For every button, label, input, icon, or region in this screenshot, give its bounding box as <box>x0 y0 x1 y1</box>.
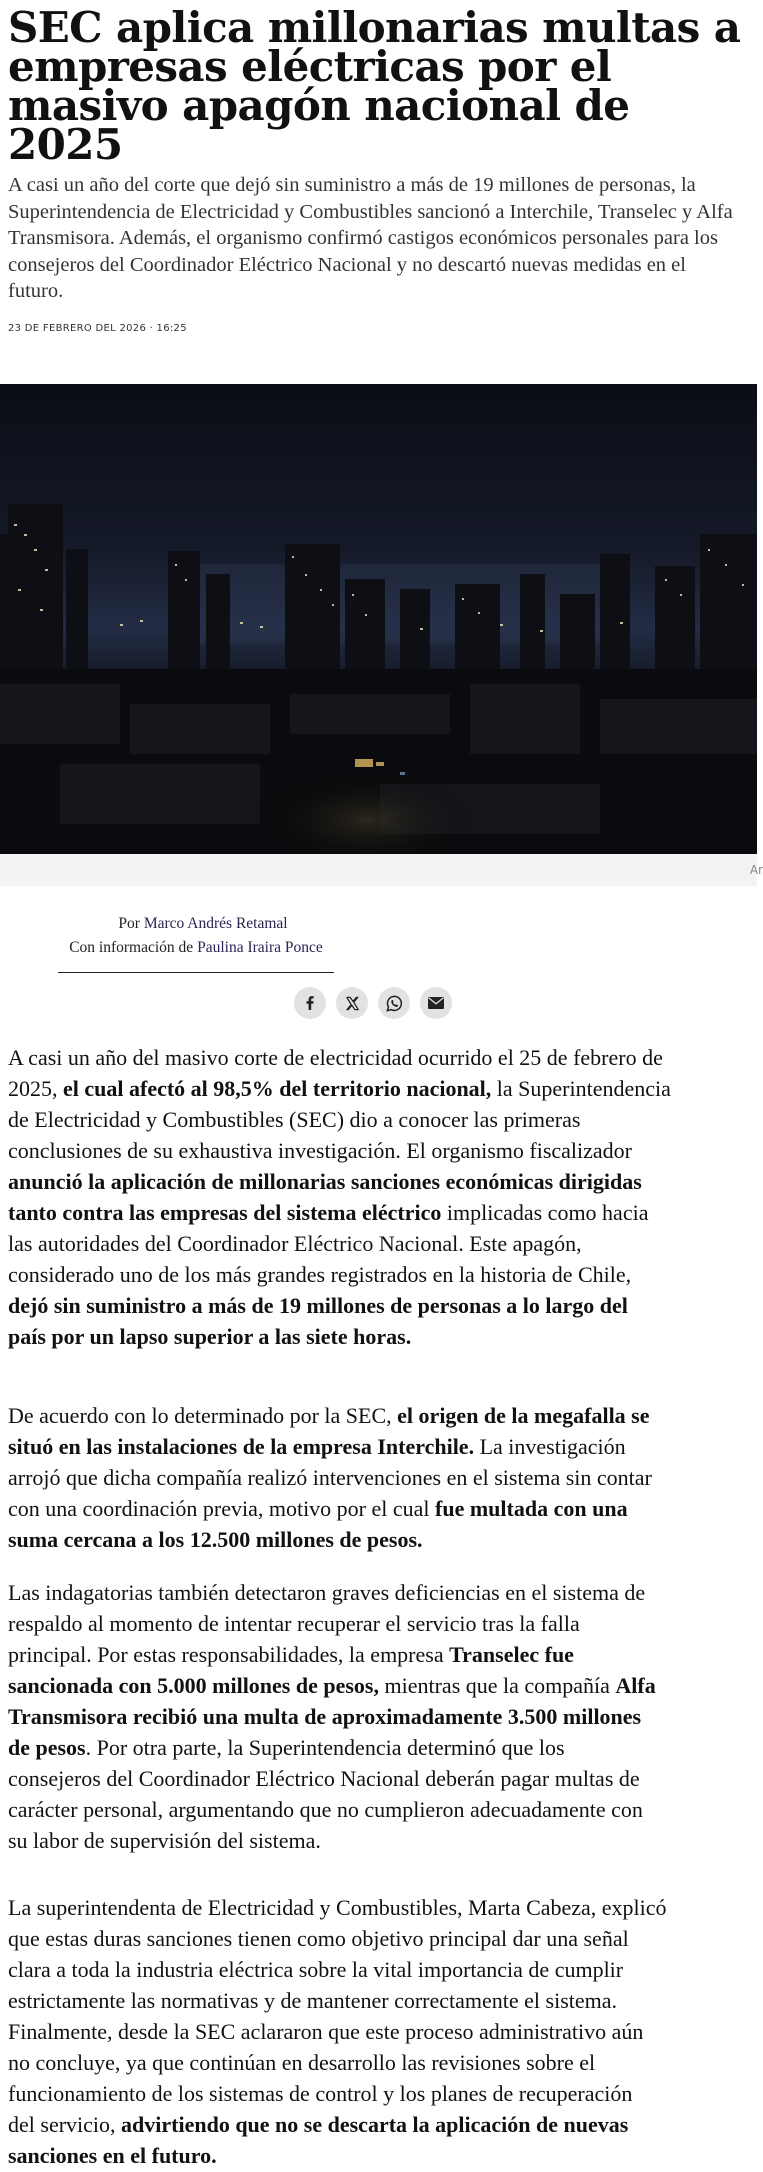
text-run: De acuerdo con lo determinado por la SEC, <box>8 1403 398 1428</box>
bold-text-run: suma cercana a los 12.500 millones de pesos. <box>8 1527 423 1552</box>
bold-text-run: país por un lapso superior a las siete horas. <box>8 1324 412 1349</box>
text-run: La superintendenta de Electricidad y Combustibles, Marta Cabeza, explicó <box>8 1895 667 1920</box>
share-email-button[interactable] <box>420 987 452 1019</box>
paragraph-line <box>8 1577 757 1608</box>
text-run: consejeros del Coordinador Eléctrico Nacional deberán pagar multas de <box>8 1766 640 1791</box>
bold-text-run: advirtiendo que no se descarta la aplicación de nuevas <box>121 2112 629 2137</box>
paragraph-line <box>8 1166 757 1197</box>
text-run: funcionamiento de los sistemas de control y los planes de recuperación <box>8 2081 633 2106</box>
paragraph-line <box>8 1923 757 1954</box>
contributor-link[interactable]: Paulina Iraira Ponce <box>197 939 323 956</box>
bold-text-run: de pesos <box>8 1735 86 1760</box>
text-run: respaldo al momento de intentar recuperar el servicio tras la falla <box>8 1611 580 1636</box>
bold-text-run: Transelec fue <box>449 1642 574 1667</box>
facebook-icon <box>302 995 318 1011</box>
text-run: . Por otra parte, la Superintendencia determinó que los <box>85 1735 565 1760</box>
hero-photo-night-city-blackout <box>0 384 757 854</box>
paragraph-line <box>8 1135 757 1166</box>
text-run: no concluye, ya que continúan en desarrollo las revisiones sobre el <box>8 2050 596 2075</box>
article-byline <box>58 912 334 960</box>
text-run: la Superintendencia <box>491 1076 671 1101</box>
text-run: del servicio, <box>8 2112 122 2137</box>
bold-text-run: tanto contra las empresas del sistema eléctrico <box>8 1200 442 1225</box>
paragraph-line <box>8 1321 757 1352</box>
text-run: carácter personal, argumentando que no cumplieron adecuadamente con <box>8 1797 643 1822</box>
paragraph-line <box>8 1228 757 1259</box>
paragraph-line <box>8 2109 757 2140</box>
text-run: clara a toda la industria eléctrica sobre la vital importancia de cumplir <box>8 1957 624 1982</box>
bold-text-run: sancionada con 5.000 millones de pesos, <box>8 1673 379 1698</box>
text-run: mientras que la compañía <box>379 1673 616 1698</box>
article-paragraph <box>8 1577 757 1856</box>
paragraph-line <box>8 1197 757 1228</box>
text-run: considerado uno de los más grandes registrados en la historia de Chile, <box>8 1262 632 1287</box>
paragraph-line <box>8 1104 757 1135</box>
text-run: implicadas como hacia <box>441 1200 649 1225</box>
paragraph-line <box>8 1042 757 1073</box>
deck-line: A casi un año del corte que dejó sin suministro a más de 19 millones de personas, la <box>8 174 696 196</box>
paragraph-line <box>8 1400 757 1431</box>
photo-credit: Ar <box>749 863 763 877</box>
article-dateline: 23 DE FEBRERO DEL 2026 · 16:25 <box>8 323 187 334</box>
photo-caption-strip <box>0 854 763 886</box>
bold-text-run: Transmisora recibió una multa de aproximadamente 3.500 millones <box>8 1704 642 1729</box>
paragraph-line <box>8 1431 757 1462</box>
text-run: 2025, <box>8 1076 63 1101</box>
paragraph-line <box>8 1732 757 1763</box>
byline-prefix: Por <box>118 915 140 932</box>
byline-divider <box>58 972 334 973</box>
paragraph-line <box>8 1259 757 1290</box>
share-whatsapp-button[interactable] <box>378 987 410 1019</box>
text-run: conclusiones de su exhaustiva investigación. El organismo fiscalizador <box>8 1138 632 1163</box>
byline-author-row <box>58 912 334 936</box>
bold-text-run: dejó sin suministro a más de 19 millones de personas a lo largo del <box>8 1293 628 1318</box>
deck-line: Superintendencia de Electricidad y Combustibles sancionó a Interchile, Transelec y Alfa <box>8 200 733 223</box>
author-link[interactable]: Marco Andrés Retamal <box>143 915 288 932</box>
bold-text-run: sanciones en el futuro. <box>8 2143 217 2168</box>
paragraph-line <box>8 1954 757 1985</box>
bold-text-run: el origen de la megafalla se <box>397 1403 650 1428</box>
paragraph-line <box>8 1608 757 1639</box>
text-run: Las indagatorias también detectaron graves deficiencias en el sistema de <box>8 1580 646 1605</box>
text-run: arrojó que dicha compañía realizó intervenciones en el sistema sin contar <box>8 1465 652 1490</box>
article-paragraph <box>8 1892 757 2171</box>
paragraph-line <box>8 2078 757 2109</box>
text-run: principal. Por estas responsabilidades, la empresa <box>8 1642 450 1667</box>
paragraph-line <box>8 1701 757 1732</box>
deck-line: Transmisora. Además, el organismo confirmó castigos económicos personales para los <box>8 227 718 249</box>
paragraph-line <box>8 2140 757 2171</box>
bold-text-run: anunció la aplicación de millonarias sanciones económicas dirigidas <box>8 1169 642 1194</box>
text-run: de Electricidad y Combustibles (SEC) dio a conocer las primeras <box>8 1107 581 1132</box>
byline-with-prefix: Con información de <box>69 939 194 956</box>
paragraph-line <box>8 1825 757 1856</box>
paragraph-line <box>8 2047 757 2078</box>
article-paragraph <box>8 1042 757 1352</box>
byline-contributor-row <box>58 936 334 960</box>
text-run: estrictamente las normativas y de mantener correctamente el sistema. <box>8 1988 618 2013</box>
bold-text-run: fue multada con una <box>435 1496 628 1521</box>
share-facebook-button[interactable] <box>294 987 326 1019</box>
text-run: A casi un año del masivo corte de electricidad ocurrido el 25 de febrero de <box>8 1045 663 1070</box>
paragraph-line <box>8 2016 757 2047</box>
paragraph-line <box>8 1892 757 1923</box>
bold-text-run: Alfa <box>615 1673 656 1698</box>
bold-text-run: el cual afectó al 98,5% del territorio nacional, <box>63 1076 492 1101</box>
text-run: su labor de supervisión del sistema. <box>8 1828 321 1853</box>
x-icon <box>345 996 360 1011</box>
share-bar <box>294 987 452 1019</box>
text-run: con una coordinación previa, motivo por el cual <box>8 1496 436 1521</box>
paragraph-line <box>8 1462 757 1493</box>
deck-line: consejeros del Coordinador Eléctrico Nacional y no descartó nuevas medidas en el <box>8 253 686 276</box>
paragraph-line <box>8 1794 757 1825</box>
paragraph-line <box>8 1524 757 1555</box>
paragraph-line <box>8 1290 757 1321</box>
text-run: que estas duras sanciones tienen como objetivo principal dar una señal <box>8 1926 629 1951</box>
paragraph-line <box>8 1073 757 1104</box>
text-run: Finalmente, desde la SEC aclararon que este proceso administrativo aún <box>8 2019 644 2044</box>
article-headline: SEC aplica millonarias multas a empresas eléctricas por el masivo apagón nacional de 2025 <box>8 3 741 169</box>
text-run: las autoridades del Coordinador Eléctrico Nacional. Este apagón, <box>8 1231 582 1256</box>
share-x-button[interactable] <box>336 987 368 1019</box>
article-deck <box>8 172 757 305</box>
text-run: La investigación <box>474 1434 626 1459</box>
paragraph-line <box>8 1639 757 1670</box>
paragraph-line <box>8 1763 757 1794</box>
paragraph-line <box>8 1493 757 1524</box>
bold-text-run: situó en las instalaciones de la empresa Interchile. <box>8 1434 475 1459</box>
deck-line: futuro. <box>8 280 64 302</box>
paragraph-line <box>8 1670 757 1701</box>
article-paragraph <box>8 1400 757 1555</box>
email-icon <box>427 996 445 1010</box>
paragraph-line <box>8 1985 757 2016</box>
whatsapp-icon <box>386 995 403 1012</box>
